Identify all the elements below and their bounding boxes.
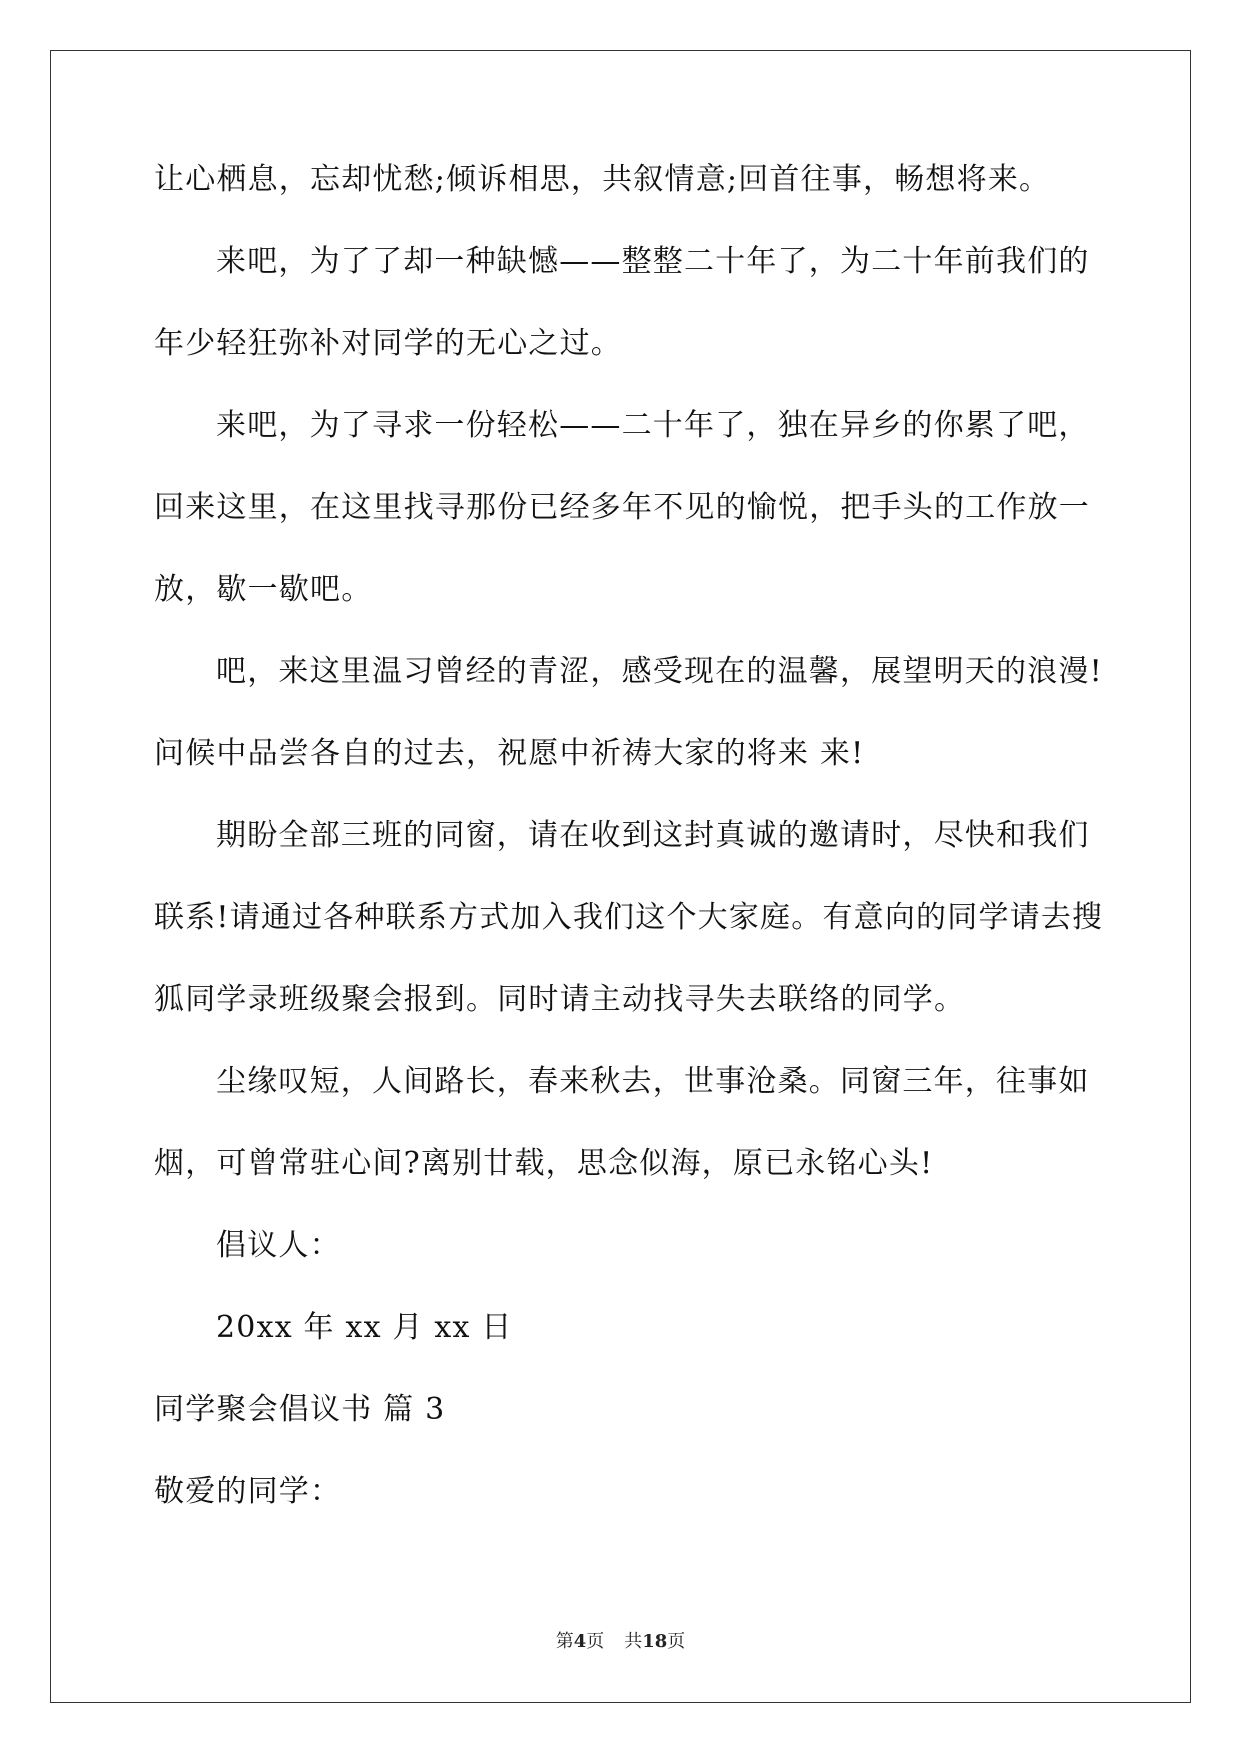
signer-label: 倡议人： bbox=[216, 1228, 341, 1263]
salutation: 敬爱的同学： bbox=[154, 1474, 342, 1509]
page-suffix: 页 bbox=[586, 1631, 605, 1652]
page-footer bbox=[0, 1627, 1241, 1653]
body-line: 来吧，为了寻求一份轻松——二十年了，独在异乡的你累了吧， bbox=[216, 408, 1090, 443]
total-prefix: 共 bbox=[624, 1631, 643, 1652]
body-line: 回来这里，在这里找寻那份已经多年不见的愉悦，把手头的工作放一 bbox=[154, 490, 1090, 525]
body-line: 吧，来这里温习曾经的青涩，感受现在的温馨，展望明天的浪漫! bbox=[216, 654, 1103, 689]
body-line: 尘缘叹短，人间路长，春来秋去，世事沧桑。同窗三年，往事如 bbox=[216, 1064, 1090, 1099]
section-heading: 同学聚会倡议书 篇 3 bbox=[154, 1392, 446, 1427]
body-line: 联系!请通过各种联系方式加入我们这个大家庭。有意向的同学请去搜 bbox=[154, 900, 1104, 935]
document-body bbox=[154, 162, 1104, 1559]
body-line: 烟，可曾常驻心间?离别廿载，思念似海，原已永铭心头! bbox=[154, 1146, 934, 1181]
body-line: 问候中品尝各自的过去，祝愿中祈祷大家的将来 来! bbox=[154, 736, 865, 771]
body-line: 年少轻狂弥补对同学的无心之过。 bbox=[154, 326, 622, 361]
date-line: 20xx 年 xx 月 xx 日 bbox=[216, 1310, 513, 1345]
body-line: 狐同学录班级聚会报到。同时请主动找寻失去联络的同学。 bbox=[154, 982, 966, 1017]
body-line: 放，歇一歇吧。 bbox=[154, 572, 373, 607]
total-suffix: 页 bbox=[667, 1631, 686, 1652]
body-line: 来吧，为了了却一种缺憾——整整二十年了，为二十年前我们的 bbox=[216, 244, 1090, 279]
total-pages: 18 bbox=[642, 1631, 668, 1652]
page-number: 4 bbox=[573, 1631, 587, 1652]
page-prefix: 第 bbox=[555, 1631, 574, 1652]
body-line: 让心栖息，忘却忧愁;倾诉相思，共叙情意;回首往事，畅想将来。 bbox=[154, 162, 1051, 197]
body-line: 期盼全部三班的同窗，请在收到这封真诚的邀请时，尽快和我们 bbox=[216, 818, 1090, 853]
